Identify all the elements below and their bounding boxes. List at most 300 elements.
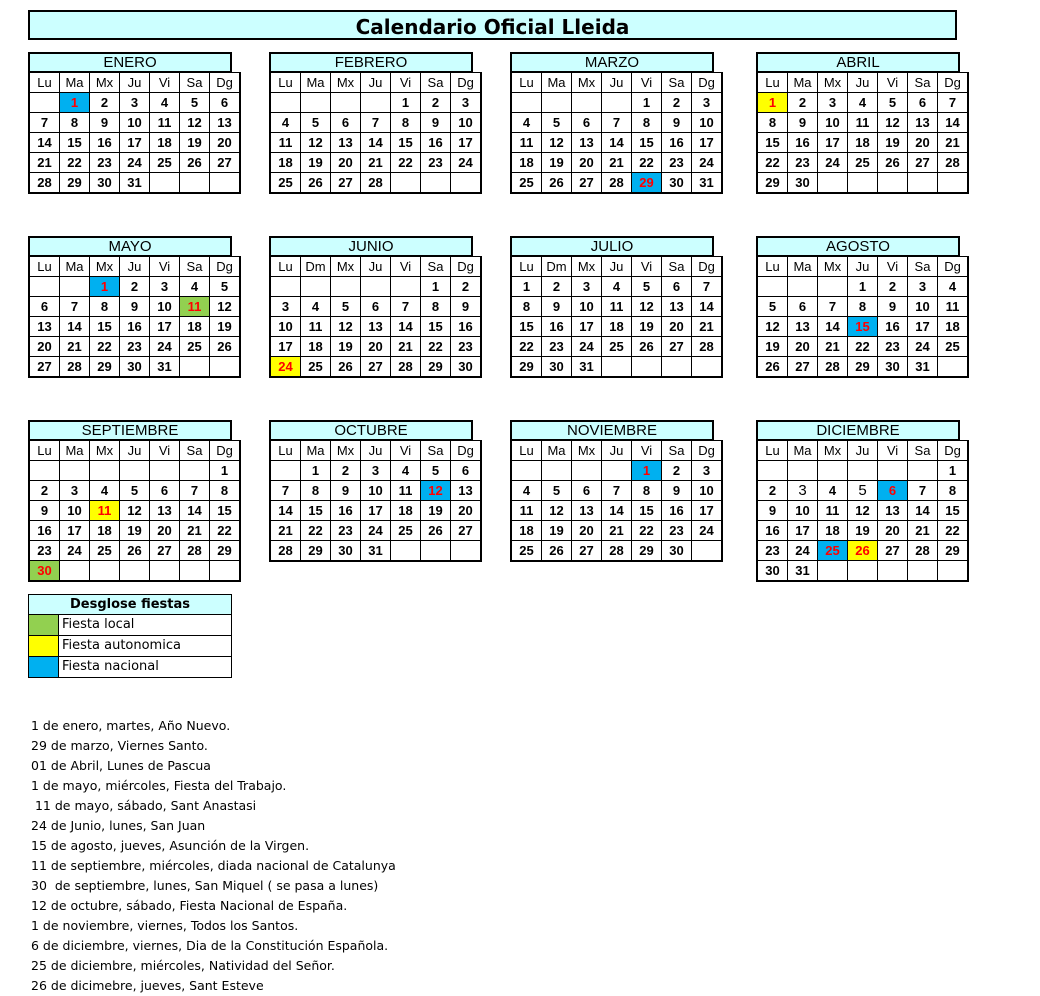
weekday-header: Lu bbox=[511, 257, 542, 277]
day-cell: 12 bbox=[542, 501, 572, 521]
day-cell: 10 bbox=[361, 481, 391, 501]
day-cell: 9 bbox=[662, 481, 692, 501]
weekday-header: Lu bbox=[757, 441, 788, 461]
day-cell: 26 bbox=[757, 357, 788, 378]
holiday-cell-aut: 26 bbox=[848, 541, 878, 561]
day-cell: 6 bbox=[210, 93, 241, 113]
day-cell: 5 bbox=[632, 277, 662, 297]
day-cell: 12 bbox=[878, 113, 908, 133]
day-cell: 8 bbox=[421, 297, 451, 317]
day-cell: 9 bbox=[29, 501, 60, 521]
weekday-header: Ju bbox=[848, 441, 878, 461]
empty-cell bbox=[180, 561, 210, 582]
empty-cell bbox=[818, 561, 848, 582]
day-cell: 20 bbox=[572, 153, 602, 173]
weekday-header: Lu bbox=[270, 441, 301, 461]
month-name: MARZO bbox=[510, 52, 714, 72]
day-cell: 14 bbox=[938, 113, 969, 133]
day-cell: 20 bbox=[451, 501, 482, 521]
empty-cell bbox=[270, 93, 301, 113]
day-cell: 29 bbox=[511, 357, 542, 378]
day-cell: 24 bbox=[692, 153, 723, 173]
day-cell: 30 bbox=[662, 173, 692, 194]
empty-cell bbox=[818, 173, 848, 194]
day-cell: 2 bbox=[331, 461, 361, 481]
day-cell: 24 bbox=[572, 337, 602, 357]
empty-cell bbox=[632, 357, 662, 378]
month-agosto bbox=[756, 236, 960, 378]
weekday-header: Dg bbox=[692, 441, 723, 461]
weekday-header: Dg bbox=[938, 257, 969, 277]
weekday-header: Vi bbox=[150, 257, 180, 277]
weekday-header: Dg bbox=[210, 441, 241, 461]
weekday-header: Sa bbox=[421, 257, 451, 277]
day-cell: 11 bbox=[511, 501, 542, 521]
weekday-header: Vi bbox=[391, 441, 421, 461]
day-cell: 2 bbox=[788, 93, 818, 113]
day-cell: 13 bbox=[451, 481, 482, 501]
day-cell: 9 bbox=[90, 113, 120, 133]
day-cell: 23 bbox=[662, 521, 692, 541]
month-diciembre bbox=[756, 420, 960, 582]
weekday-header: Lu bbox=[29, 441, 60, 461]
day-cell: 19 bbox=[757, 337, 788, 357]
weekday-header: Mx bbox=[818, 73, 848, 93]
empty-cell bbox=[908, 561, 938, 582]
weekday-header: Dg bbox=[938, 73, 969, 93]
holiday-list bbox=[31, 716, 396, 996]
legend-item-local bbox=[29, 615, 231, 636]
day-cell: 15 bbox=[421, 317, 451, 337]
day-cell: 12 bbox=[120, 501, 150, 521]
day-cell: 17 bbox=[270, 337, 301, 357]
weekday-header: Sa bbox=[421, 73, 451, 93]
day-cell: 13 bbox=[210, 113, 241, 133]
day-cell: 19 bbox=[632, 317, 662, 337]
empty-cell bbox=[602, 461, 632, 481]
weekday-header: Dg bbox=[451, 73, 482, 93]
day-cell: 1 bbox=[511, 277, 542, 297]
day-cell: 14 bbox=[361, 133, 391, 153]
day-cell: 22 bbox=[60, 153, 90, 173]
day-cell: 9 bbox=[878, 297, 908, 317]
month-mayo bbox=[28, 236, 232, 378]
day-cell: 21 bbox=[602, 153, 632, 173]
holiday-cell-nat: 12 bbox=[421, 481, 451, 501]
day-cell: 18 bbox=[180, 317, 210, 337]
day-cell: 9 bbox=[331, 481, 361, 501]
weekday-header: Mx bbox=[818, 441, 848, 461]
empty-cell bbox=[848, 461, 878, 481]
day-cell: 1 bbox=[632, 93, 662, 113]
legend-item-nacional bbox=[29, 657, 231, 677]
day-cell: 7 bbox=[692, 277, 723, 297]
day-cell: 30 bbox=[662, 541, 692, 562]
day-cell: 5 bbox=[878, 93, 908, 113]
day-cell: 14 bbox=[602, 501, 632, 521]
month-febrero bbox=[269, 52, 473, 194]
day-cell: 3 bbox=[818, 93, 848, 113]
day-cell: 26 bbox=[878, 153, 908, 173]
day-cell: 13 bbox=[878, 501, 908, 521]
day-cell: 26 bbox=[421, 521, 451, 541]
weekday-header: Mx bbox=[90, 257, 120, 277]
weekday-header: Ma bbox=[788, 441, 818, 461]
day-cell: 9 bbox=[662, 113, 692, 133]
empty-cell bbox=[60, 277, 90, 297]
day-cell: 8 bbox=[90, 297, 120, 317]
day-cell: 20 bbox=[29, 337, 60, 357]
day-cell: 19 bbox=[848, 521, 878, 541]
day-cell: 19 bbox=[180, 133, 210, 153]
day-cell: 21 bbox=[361, 153, 391, 173]
day-cell: 17 bbox=[818, 133, 848, 153]
day-cell: 27 bbox=[210, 153, 241, 173]
empty-cell bbox=[180, 357, 210, 378]
day-cell: 11 bbox=[391, 481, 421, 501]
weekday-header: Sa bbox=[180, 257, 210, 277]
month-enero bbox=[28, 52, 232, 194]
day-cell: 23 bbox=[90, 153, 120, 173]
day-cell: 8 bbox=[757, 113, 788, 133]
weekday-header: Dg bbox=[692, 73, 723, 93]
day-cell: 19 bbox=[120, 521, 150, 541]
weekday-header: Mx bbox=[90, 73, 120, 93]
day-cell: 22 bbox=[210, 521, 241, 541]
weekday-header: Vi bbox=[632, 73, 662, 93]
weekday-header: Vi bbox=[150, 441, 180, 461]
day-cell: 4 bbox=[270, 113, 301, 133]
day-cell: 26 bbox=[120, 541, 150, 561]
day-cell: 10 bbox=[908, 297, 938, 317]
holiday-item: 12 de octubre, sábado, Fiesta Nacional de España. bbox=[31, 898, 348, 913]
weekday-header: Ma bbox=[788, 73, 818, 93]
day-cell: 8 bbox=[391, 113, 421, 133]
day-cell: 27 bbox=[572, 541, 602, 562]
weekday-header: Lu bbox=[511, 73, 542, 93]
day-cell: 5 bbox=[210, 277, 241, 297]
month-name: FEBRERO bbox=[269, 52, 473, 72]
day-cell: 27 bbox=[451, 521, 482, 541]
empty-cell bbox=[662, 357, 692, 378]
weekday-header: Dg bbox=[451, 441, 482, 461]
day-cell: 23 bbox=[421, 153, 451, 173]
day-cell: 12 bbox=[757, 317, 788, 337]
weekday-header: Sa bbox=[908, 257, 938, 277]
day-cell: 9 bbox=[788, 113, 818, 133]
day-cell: 2 bbox=[878, 277, 908, 297]
day-cell: 17 bbox=[60, 521, 90, 541]
day-cell: 14 bbox=[908, 501, 938, 521]
day-cell: 4 bbox=[848, 93, 878, 113]
day-cell: 25 bbox=[391, 521, 421, 541]
day-cell: 11 bbox=[848, 113, 878, 133]
day-cell: 25 bbox=[270, 173, 301, 194]
day-cell: 6 bbox=[788, 297, 818, 317]
weekday-header: Ju bbox=[602, 73, 632, 93]
day-cell: 27 bbox=[572, 173, 602, 194]
day-cell: 3 bbox=[361, 461, 391, 481]
day-cell: 17 bbox=[451, 133, 482, 153]
day-cell: 15 bbox=[60, 133, 90, 153]
day-cell: 3 bbox=[908, 277, 938, 297]
empty-cell bbox=[572, 461, 602, 481]
day-cell: 8 bbox=[632, 113, 662, 133]
holiday-item: 1 de enero, martes, Año Nuevo. bbox=[31, 718, 231, 733]
day-cell: 2 bbox=[90, 93, 120, 113]
day-cell: 14 bbox=[391, 317, 421, 337]
day-cell: 16 bbox=[29, 521, 60, 541]
day-cell: 25 bbox=[848, 153, 878, 173]
empty-cell bbox=[180, 461, 210, 481]
day-cell: 5 bbox=[180, 93, 210, 113]
day-cell: 31 bbox=[150, 357, 180, 378]
day-cell: 22 bbox=[511, 337, 542, 357]
day-cell: 9 bbox=[421, 113, 451, 133]
day-cell: 16 bbox=[421, 133, 451, 153]
day-cell: 17 bbox=[908, 317, 938, 337]
empty-cell bbox=[878, 561, 908, 582]
day-cell: 6 bbox=[331, 113, 361, 133]
empty-cell bbox=[391, 277, 421, 297]
day-cell: 3 bbox=[60, 481, 90, 501]
weekday-header: Vi bbox=[878, 73, 908, 93]
day-cell: 5 bbox=[542, 481, 572, 501]
day-cell: 31 bbox=[120, 173, 150, 194]
day-cell: 19 bbox=[210, 317, 241, 337]
weekday-header: Lu bbox=[511, 441, 542, 461]
day-cell: 21 bbox=[938, 133, 969, 153]
day-cell: 9 bbox=[542, 297, 572, 317]
day-cell: 5 bbox=[331, 297, 361, 317]
day-cell: 20 bbox=[572, 521, 602, 541]
holiday-item: 6 de diciembre, viernes, Dia de la Constitución Española. bbox=[31, 938, 389, 953]
day-cell: 7 bbox=[270, 481, 301, 501]
day-cell: 21 bbox=[180, 521, 210, 541]
empty-cell bbox=[542, 93, 572, 113]
weekday-header: Ju bbox=[120, 73, 150, 93]
day-cell: 26 bbox=[542, 541, 572, 562]
empty-cell bbox=[150, 461, 180, 481]
day-cell: 7 bbox=[602, 113, 632, 133]
holiday-item: 26 de dicimebre, jueves, Sant Esteve bbox=[31, 978, 264, 993]
day-cell: 9 bbox=[757, 501, 788, 521]
day-cell: 29 bbox=[60, 173, 90, 194]
day-cell: 15 bbox=[210, 501, 241, 521]
holiday-cell-loc: 11 bbox=[180, 297, 210, 317]
day-cell: 6 bbox=[29, 297, 60, 317]
day-cell: 18 bbox=[602, 317, 632, 337]
month-name: MAYO bbox=[28, 236, 232, 256]
empty-cell bbox=[331, 93, 361, 113]
day-cell: 18 bbox=[511, 521, 542, 541]
day-cell: 24 bbox=[60, 541, 90, 561]
day-cell: 29 bbox=[210, 541, 241, 561]
day-cell: 20 bbox=[908, 133, 938, 153]
weekday-header: Mx bbox=[331, 257, 361, 277]
day-cell: 26 bbox=[542, 173, 572, 194]
day-cell: 29 bbox=[632, 541, 662, 562]
weekday-header: Ju bbox=[602, 257, 632, 277]
day-cell: 20 bbox=[150, 521, 180, 541]
day-cell: 25 bbox=[301, 357, 331, 378]
weekday-header: Dg bbox=[692, 257, 723, 277]
month-name: ABRIL bbox=[756, 52, 960, 72]
day-cell: 22 bbox=[90, 337, 120, 357]
day-cell: 24 bbox=[451, 153, 482, 173]
weekday-header: Lu bbox=[29, 73, 60, 93]
holiday-item: 25 de diciembre, miércoles, Natividad del Señor. bbox=[31, 958, 335, 973]
day-cell: 19 bbox=[301, 153, 331, 173]
day-cell: 27 bbox=[29, 357, 60, 378]
day-cell: 8 bbox=[301, 481, 331, 501]
empty-cell bbox=[150, 173, 180, 194]
day-cell: 23 bbox=[878, 337, 908, 357]
day-cell: 13 bbox=[572, 133, 602, 153]
empty-cell bbox=[788, 461, 818, 481]
empty-cell bbox=[421, 173, 451, 194]
day-cell: 28 bbox=[692, 337, 723, 357]
day-cell: 15 bbox=[90, 317, 120, 337]
empty-cell bbox=[788, 277, 818, 297]
day-cell: 8 bbox=[210, 481, 241, 501]
day-cell: 16 bbox=[451, 317, 482, 337]
day-cell: 16 bbox=[662, 133, 692, 153]
day-cell: 30 bbox=[331, 541, 361, 562]
day-cell: 7 bbox=[908, 481, 938, 501]
empty-cell bbox=[938, 173, 969, 194]
day-cell: 20 bbox=[210, 133, 241, 153]
day-cell: 26 bbox=[301, 173, 331, 194]
day-cell: 24 bbox=[788, 541, 818, 561]
empty-cell bbox=[210, 173, 241, 194]
day-cell: 21 bbox=[818, 337, 848, 357]
day-cell: 24 bbox=[692, 521, 723, 541]
weekday-header: Sa bbox=[662, 257, 692, 277]
day-cell: 13 bbox=[908, 113, 938, 133]
day-cell: 27 bbox=[361, 357, 391, 378]
day-cell: 6 bbox=[150, 481, 180, 501]
holiday-item: 24 de Junio, lunes, San Juan bbox=[31, 818, 206, 833]
weekday-header: Ma bbox=[60, 73, 90, 93]
day-cell: 29 bbox=[848, 357, 878, 378]
day-cell: 9 bbox=[451, 297, 482, 317]
month-name: AGOSTO bbox=[756, 236, 960, 256]
day-cell: 14 bbox=[29, 133, 60, 153]
day-cell: 21 bbox=[270, 521, 301, 541]
day-cell: 22 bbox=[391, 153, 421, 173]
day-cell: 25 bbox=[511, 173, 542, 194]
empty-cell bbox=[90, 461, 120, 481]
weekday-header: Vi bbox=[150, 73, 180, 93]
day-cell: 31 bbox=[572, 357, 602, 378]
day-cell: 25 bbox=[90, 541, 120, 561]
legend bbox=[28, 594, 232, 678]
day-cell: 25 bbox=[511, 541, 542, 562]
holiday-cell-aut: 24 bbox=[270, 357, 301, 378]
weekday-header: Mx bbox=[572, 257, 602, 277]
day-cell: 21 bbox=[602, 521, 632, 541]
day-cell: 1 bbox=[210, 461, 241, 481]
weekday-header: Ma bbox=[542, 441, 572, 461]
day-cell: 4 bbox=[391, 461, 421, 481]
day-cell: 23 bbox=[542, 337, 572, 357]
day-cell: 26 bbox=[180, 153, 210, 173]
legend-label: Fiesta local bbox=[62, 617, 135, 632]
weekday-header: Ju bbox=[361, 441, 391, 461]
empty-cell bbox=[210, 357, 241, 378]
day-cell: 14 bbox=[270, 501, 301, 521]
day-cell: 8 bbox=[511, 297, 542, 317]
day-cell: 21 bbox=[908, 521, 938, 541]
day-cell: 28 bbox=[818, 357, 848, 378]
legend-swatch-nacional bbox=[29, 657, 59, 677]
holiday-item: 15 de agosto, jueves, Asunción de la Virgen. bbox=[31, 838, 310, 853]
day-cell: 23 bbox=[451, 337, 482, 357]
weekday-header: Vi bbox=[632, 257, 662, 277]
day-cell: 13 bbox=[29, 317, 60, 337]
day-cell: 29 bbox=[301, 541, 331, 562]
day-cell: 4 bbox=[90, 481, 120, 501]
weekday-header: Mx bbox=[90, 441, 120, 461]
holiday-item: 01 de Abril, Lunes de Pascua bbox=[31, 758, 211, 773]
day-cell: 28 bbox=[180, 541, 210, 561]
empty-cell bbox=[270, 461, 301, 481]
day-cell: 10 bbox=[60, 501, 90, 521]
day-cell: 4 bbox=[150, 93, 180, 113]
day-cell: 15 bbox=[301, 501, 331, 521]
day-cell: 25 bbox=[180, 337, 210, 357]
weekday-header: Dm bbox=[542, 257, 572, 277]
day-cell: 11 bbox=[301, 317, 331, 337]
day-cell: 24 bbox=[120, 153, 150, 173]
day-cell: 30 bbox=[878, 357, 908, 378]
empty-cell bbox=[301, 277, 331, 297]
empty-cell bbox=[150, 561, 180, 582]
weekday-header: Mx bbox=[331, 73, 361, 93]
holiday-cell-nat: 1 bbox=[60, 93, 90, 113]
day-cell: 17 bbox=[692, 133, 723, 153]
day-cell: 9 bbox=[120, 297, 150, 317]
day-cell: 18 bbox=[270, 153, 301, 173]
day-cell: 30 bbox=[451, 357, 482, 378]
day-cell: 10 bbox=[818, 113, 848, 133]
day-cell: 3 bbox=[451, 93, 482, 113]
day-cell: 14 bbox=[818, 317, 848, 337]
day-cell: 28 bbox=[602, 173, 632, 194]
day-cell: 27 bbox=[908, 153, 938, 173]
month-marzo bbox=[510, 52, 714, 194]
month-name: JULIO bbox=[510, 236, 714, 256]
day-cell: 18 bbox=[818, 521, 848, 541]
holiday-cell-loc: 30 bbox=[29, 561, 60, 582]
day-cell: 12 bbox=[542, 133, 572, 153]
day-cell: 15 bbox=[391, 133, 421, 153]
month-name: ENERO bbox=[28, 52, 232, 72]
empty-cell bbox=[180, 173, 210, 194]
empty-cell bbox=[120, 561, 150, 582]
weekday-header: Lu bbox=[29, 257, 60, 277]
month-abril bbox=[756, 52, 960, 194]
day-cell: 20 bbox=[662, 317, 692, 337]
legend-title: Desglose fiestas bbox=[29, 595, 231, 615]
day-cell: 24 bbox=[361, 521, 391, 541]
empty-cell bbox=[120, 461, 150, 481]
day-cell: 6 bbox=[908, 93, 938, 113]
day-cell: 4 bbox=[818, 481, 848, 501]
weekday-header: Sa bbox=[908, 441, 938, 461]
day-cell: 11 bbox=[602, 297, 632, 317]
